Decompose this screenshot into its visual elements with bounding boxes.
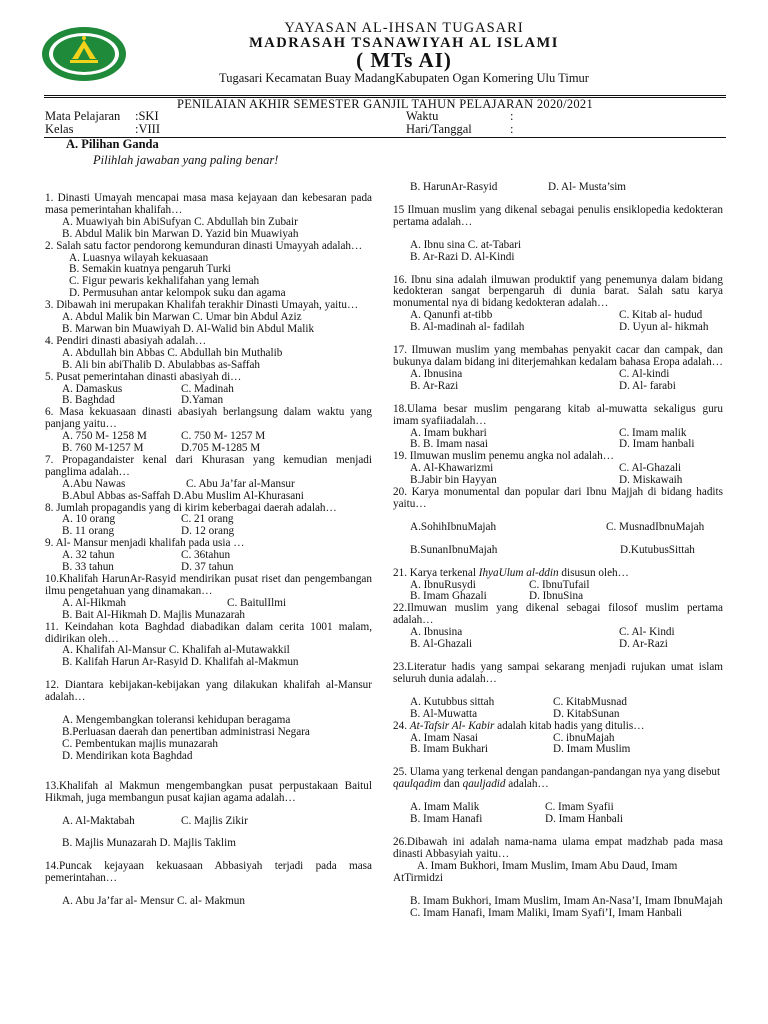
option: D. Al- farabi (619, 379, 676, 392)
question-20-options-ac (393, 522, 723, 534)
option: B. HarunAr-Rasyid (410, 181, 498, 193)
date-label: Hari/Tanggal (406, 122, 472, 136)
question-12-option-c: C. Pembentukan majlis munazarah (62, 737, 218, 750)
question-15-options-ac: A. Ibnu sina C. at-Tabari (410, 238, 522, 251)
question-8: 8. Jumlah propagandis yang di kirim keberbagai daerah adalah… (45, 501, 337, 514)
school-abbreviation: ( MTs AI) (356, 48, 452, 72)
question-9: 9. Al- Mansur menjadi khalifah pada usia … (45, 537, 245, 550)
question-1-options-bd: B. Abdul Malik bin Marwan D. Yazid bin Muawiyah (62, 227, 299, 240)
option: C. 36tahun (181, 549, 231, 562)
option: D.705 M-1285 M (181, 442, 261, 455)
question-21-text: 21. Karya terkenal (393, 566, 479, 579)
question-25 (393, 767, 723, 791)
question-7: 7. Propagandaister kenal dari Khurasan yang kemudian menjadi panglima adalah… (45, 453, 372, 478)
subject-label: Mata Pelajaran (45, 109, 121, 123)
option: C. Imam malik (619, 426, 687, 439)
school-name: MADRASAH TSANAWIYAH AL ISLAMI (249, 35, 559, 51)
option: D. Uyun al- hikmah (619, 321, 709, 334)
question-22: 22.Ilmuwan muslim yang dikenal sebagai filosof muslim pertama adalah… (393, 602, 723, 627)
foundation-name: YAYASAN AL-IHSAN TUGASARI (284, 20, 524, 36)
option: C. Al-kindi (619, 367, 670, 380)
option: B.SunanIbnuMajah (410, 543, 498, 556)
question-11: 11. Keindahan kota Baghdad diabadikan dalam cerita 1001 malam, didirikan oleh… (45, 620, 372, 645)
question-24-text: adalah kitab hadis yang ditulis… (494, 719, 645, 732)
section-instruction: Pilihlah jawaban yang paling benar! (93, 153, 279, 167)
question-18: 18.Ulama besar muslim pengarang kitab al-muwatta sekaligus guru imam syafiiadalah… (393, 402, 723, 427)
option: C. Al-Ghazali (619, 462, 682, 475)
question-7-options-ac (45, 479, 372, 491)
option: A. Al-Khawarizmi (410, 462, 494, 475)
option: A. 32 tahun (62, 549, 115, 562)
term: qaulqadim (393, 778, 441, 791)
question-6: 6. Masa kekuasaan dinasti abasiyah berlangsung dalam waktu yang panjang yaitu… (45, 406, 372, 431)
question-11-options-bd: B. Kalifah Harun Ar-Rasyid D. Khalifah al-Makmun (62, 656, 299, 669)
right-column (393, 182, 723, 919)
option: A.SohihIbnuMajah (410, 520, 497, 533)
question-2-option-a: A. Luasnya wilayah kekuasaan (69, 251, 209, 264)
question-4-options-ac: A. Abdullah bin Abbas C. Abdullah bin Muthalib (62, 346, 283, 359)
question-17-options-bd (393, 381, 723, 393)
left-column (45, 193, 372, 908)
option: D. 37 tahun (181, 561, 234, 574)
question-13: 13.Khalifah al Makmun mengembangkan pusat perpustakaan Baitul Hikmah, juga membangun pusat kajian agama adalah… (45, 779, 372, 804)
question-12: 12. Diantara kebijakan-kebijakan yang dilakukan khalifah al-Mansur adalah… (45, 679, 372, 704)
letterhead (0, 0, 768, 100)
question-16: 16. Ibnu sina adalah ilmuwan produktif yang penemunya dalam bidang kedokteran sangat berpengaruh di dunia barat. Salah satu karya monumental nya di bidang kedokteran adalah… (393, 273, 723, 310)
option: A. Qanunfi at-tibb (410, 309, 493, 322)
option: D. IbnuSina (529, 590, 584, 603)
class-value: :VIII (135, 122, 160, 136)
question-3: 3. Dibawah ini merupakan Khalifah terakhir Dinasti Umayah, yaitu… (45, 299, 359, 312)
question-24 (393, 721, 723, 733)
question-14: 14.Puncak kejayaan kekuasaan Abbasiyah terjadi pada masa pemerintahan… (45, 860, 372, 885)
option: C. 21 orang (181, 513, 234, 526)
option: B. Al-Muwatta (410, 707, 478, 720)
question-26-option-a: A. Imam Bukhori, Imam Muslim, Imam Abu Daud, Imam AtTirmidzi (393, 859, 678, 884)
date-value: : (510, 122, 514, 136)
question-25-conj: dan (440, 778, 463, 791)
question-15: 15 Ilmuan muslim yang dikenal sebagai penulis ensiklopedia kedokteran pertama adalah… (393, 203, 723, 228)
option: D.KutubusSittah (620, 543, 695, 556)
question-5: 5. Pusat pemerintahan dinasti abasiyah di… (45, 370, 242, 383)
question-2-option-d: D. Permusuhan antar kelompok suku dan agama (69, 287, 286, 300)
option: B. 33 tahun (62, 561, 114, 574)
question-10-options-bd: B. Bait Al-Hikmah D. Majlis Munazarah (62, 608, 246, 621)
option: A. Damaskus (62, 382, 123, 395)
question-26: 26.Dibawah ini adalah nama-nama ulama empat madzhab pada masa dinasti Abbasyiah yaitu… (393, 835, 723, 860)
question-1: 1. Dinasti Umayah mencapai masa masa kejayaan dan kebesaran pada masa pemerintahan khalifah… (45, 192, 372, 216)
question-24-number: 24. (393, 719, 410, 732)
option: A. Ibnusina (410, 367, 463, 380)
question-2-option-b: B. Semakin kuatnya pengaruh Turki (69, 263, 231, 276)
option: A. Al-Maktabah (62, 814, 135, 827)
question-10: 10.Khalifah HarunAr-Rasyid mendirikan pusat riset dan pengembangan ilmu pengetahuan yang dinamakan… (45, 573, 372, 597)
question-13-options-bd: B. Majlis Munazarah D. Majlis Taklim (62, 837, 236, 850)
option: D.Yaman (181, 394, 224, 407)
question-19: 19. Ilmuwan muslim penemu angka nol adalah… (393, 450, 614, 463)
question-24-options-bd (393, 744, 723, 756)
question-11-options-ac: A. Khalifah Al-Mansur C. Khalifah al-Mutawakkil (62, 644, 290, 657)
option: B. Imam Hanafi (410, 813, 483, 826)
header-divider (44, 95, 726, 96)
option: D. 12 orang (181, 525, 235, 538)
question-13-options-ac (45, 816, 372, 828)
option: C. 750 M- 1257 M (181, 430, 266, 443)
question-17-options-ac (393, 369, 723, 381)
question-4-options-bd: B. Ali bin abiThalib D. Abulabbas as-Saffah (62, 358, 261, 371)
option: A. Ibnusina (410, 626, 463, 639)
question-21 (393, 568, 723, 580)
section-title: A. Pilihan Ganda (66, 137, 159, 151)
option: C. IbnuTufail (529, 578, 590, 591)
time-label: Waktu (406, 109, 439, 123)
exam-title: PENILAIAN AKHIR SEMESTER GANJIL TAHUN PELAJARAN 2020/2021 (176, 97, 594, 111)
time-value: : (510, 109, 514, 123)
option: D. Miskawaih (619, 474, 683, 487)
option: C. Madinah (181, 382, 234, 395)
option: B. Imam Ghazali (410, 590, 487, 603)
option: A. Imam Nasai (410, 731, 479, 744)
question-25-text-end: adalah… (505, 778, 549, 791)
option: A. 750 M- 1258 M (62, 430, 147, 443)
term: qauljadid (462, 778, 506, 791)
question-12-option-b: B.Perluasan daerah dan penertiban administrasi Negara (62, 725, 310, 738)
option: B. 11 orang (62, 525, 115, 538)
option: A. 10 orang (62, 513, 116, 526)
option: B. Al-Ghazali (410, 638, 473, 651)
question-17: 17. Ilmuwan muslim yang membahas penyakit cacar dan campak, dan bukunya dalam bidang ini diterjemahkan kedalam bahasa Eropa adalah… (393, 344, 723, 368)
question-15-options-bd: B. Ar-Razi D. Al-Kindi (410, 250, 515, 263)
option: B. Ar-Razi (410, 379, 459, 392)
option: D. Al- Musta’sim (548, 181, 627, 193)
question-20-options-bd (393, 545, 723, 557)
option: C. Majlis Zikir (181, 814, 248, 827)
question-26-option-b: B. Imam Bukhori, Imam Muslim, Imam An-Nasa’I, Imam IbnuMajah (410, 894, 723, 907)
question-26-option-c: C. Imam Hanafi, Imam Maliki, Imam Syafi’I, Imam Hanbali (410, 906, 683, 919)
option: C. ibnuMajah (553, 731, 615, 744)
option: B. Imam Bukhari (410, 743, 488, 756)
question-2-option-c: C. Figur pewaris kekhalifahan yang lemah (69, 275, 260, 288)
question-1-options-ac: A. Muawiyah bin AbiSufyan C. Abdullah bin Zubair (62, 215, 298, 228)
option: C. KitabMusnad (553, 695, 627, 708)
question-16-options-bd (393, 322, 723, 334)
question-14-options-bd (393, 182, 723, 194)
option: D. Imam Muslim (553, 743, 631, 756)
option: A. IbnuRusydi (410, 578, 476, 591)
option: B. 760 M-1257 M (62, 442, 144, 455)
school-address: Tugasari Kecamatan Buay MadangKabupaten Ogan Komering Ulu Timur (219, 71, 589, 85)
question-3-options-ac: A. Abdul Malik bin Marwan C. Umar bin Abdul Aziz (62, 311, 302, 324)
question-25-options-bd (393, 814, 723, 826)
option: C. Abu Ja’far al-Mansur (186, 477, 295, 490)
question-10-options-ac (45, 598, 372, 610)
option: A. Imam Malik (410, 801, 480, 814)
question-21-text-end: disusun oleh… (558, 566, 629, 579)
question-20: 20. Karya monumental dan popular dari Ibnu Majjah di bidang hadits yaitu… (393, 486, 723, 510)
option: B. Baghdad (62, 394, 115, 407)
question-22-options-bd (393, 639, 723, 651)
question-12-option-a: A. Mengembangkan toleransi kehidupan beragama (62, 714, 291, 727)
option: C. Imam Syafii (545, 801, 614, 814)
class-label: Kelas (45, 122, 74, 136)
question-23: 23.Literatur hadis yang sampai sekarang menjadi rujukan umat islam seluruh dunia adalah… (393, 661, 723, 685)
subject-value: :SKI (135, 109, 159, 123)
option: C. BaitulIlmi (227, 596, 287, 609)
option: C. Al- Kindi (619, 626, 675, 639)
book-title: IhyaUlum al-ddin (478, 566, 559, 579)
question-25-text: 25. Ulama yang terkenal dengan pandangan-pandangan nya yang disebut (393, 766, 721, 779)
option: D. KitabSunan (553, 707, 620, 720)
option: B.Jabir bin Hayyan (410, 474, 497, 487)
question-23-options-ac (393, 697, 723, 709)
option: A. Imam bukhari (410, 426, 487, 439)
option: D. Imam hanbali (619, 438, 695, 451)
book-title: At-Tafsir Al- Kabir (409, 719, 495, 732)
question-4: 4. Pendiri dinasti abasiyah adalah… (45, 334, 207, 347)
option: C. Kitab al- hudud (619, 309, 703, 322)
option: C. MusnadIbnuMajah (606, 520, 705, 533)
option: A. Al-Hikmah (62, 596, 127, 609)
option: B. B. Imam nasai (410, 438, 488, 451)
question-7-options-bd: B.Abul Abbas as-Saffah D.Abu Muslim Al-Khurasani (62, 489, 304, 502)
option: A.Abu Nawas (62, 477, 126, 490)
question-2: 2. Salah satu factor pendorong kemunduran dinasti Umayyah adalah… (45, 239, 363, 252)
question-14-options-ac: A. Abu Ja’far al- Mensur C. al- Makmun (62, 895, 245, 908)
question-3-options-bd: B. Marwan bin Muawiyah D. Al-Walid bin Abdul Malik (62, 322, 315, 335)
option: A. Kutubbus sittah (410, 695, 495, 708)
option: D. Imam Hanbali (545, 813, 623, 826)
option: D. Ar-Razi (619, 638, 668, 651)
question-12-option-d: D. Mendirikan kota Baghdad (62, 749, 193, 762)
option: B. Al-madinah al- fadilah (410, 321, 525, 334)
